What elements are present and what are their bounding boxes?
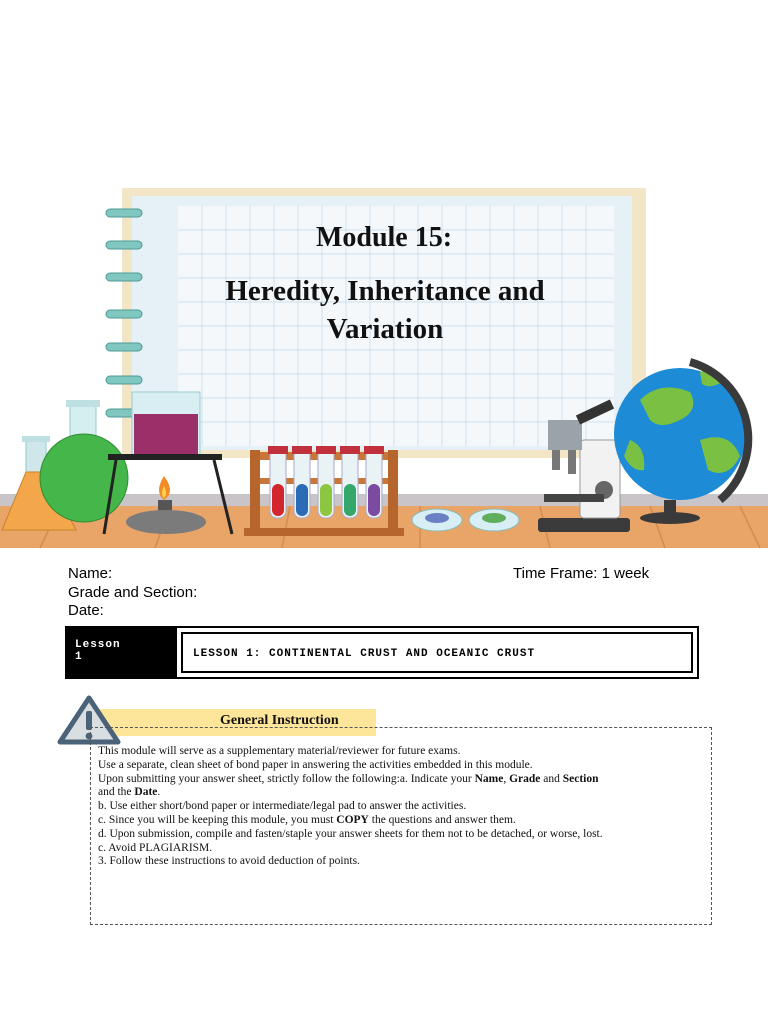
instruction-line: Use a separate, clean sheet of bond paper in answering the activities embedded in this module. [98,758,533,771]
lesson-title-wrap [177,628,697,677]
instruction-line: 3. Follow these instructions to avoid deduction of points. [98,855,360,868]
module-title: Heredity, Inheritance and Variation [225,275,545,345]
instruction-bold-copy: COPY [336,813,369,826]
instruction-line: d. Upon submission, compile and fasten/staple your answer sheets for them not to be detached, or worse, lost. [98,827,603,840]
instruction-line [98,773,706,787]
instruction-text-span: . [157,786,161,799]
lesson-tag-label: Lesson [75,639,121,651]
lesson-title: LESSON 1: CONTINENTAL CRUST AND OCEANIC CRUST [181,632,693,673]
time-frame: Time Frame: 1 week [513,565,650,582]
instruction-text-span: and [540,772,563,785]
instruction-text-span: Upon submitting your answer sheet, strictly follow the following:a. Indicate your [98,772,475,785]
lesson-tag [67,628,177,677]
instruction-bold-date: Date [134,786,158,799]
instruction-text-span: c. Since you will be keeping this module, you must [98,813,337,826]
student-info-fields [68,565,197,621]
instruction-text-span: the questions and answer them. [368,813,516,826]
instruction-text-span: , [503,772,510,785]
instruction-bold-name: Name [474,772,504,785]
instruction-bold-grade: Grade [509,772,541,785]
lesson-tag-number: 1 [75,651,83,663]
date-label: Date: [68,602,104,619]
instruction-text [98,745,706,869]
lesson-header [65,626,699,679]
beaker-icon [132,392,200,456]
module-number: Module 15: [315,222,453,253]
instruction-line [98,786,706,800]
instruction-text-span: and the [98,786,135,799]
instruction-line [98,814,706,828]
instruction-line: b. Use either short/bond paper or intermediate/legal pad to answer the activities. [98,800,467,813]
general-instruction-heading: General Instruction [220,713,339,728]
name-label: Name: [68,565,113,582]
grade-section-label: Grade and Section: [68,583,198,601]
instruction-bold-section: Section [562,772,599,785]
instruction-line: c. Avoid PLAGIARISM. [98,841,213,854]
instruction-line: This module will serve as a supplementary material/reviewer for future exams. [98,745,461,757]
